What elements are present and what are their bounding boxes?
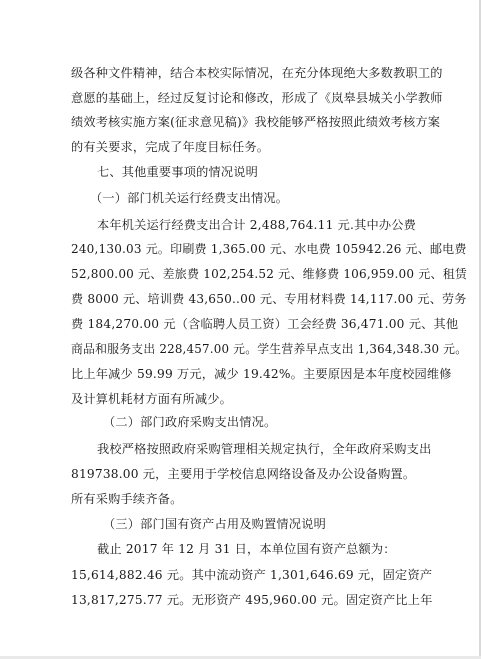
body-text-line: 意愿的基础上，经过反复讨论和修改，形成了《岚皋县城关小学教师	[71, 91, 443, 105]
section-heading: 七、其他重要事项的情况说明	[97, 165, 259, 179]
body-text-line: 级各种文件精神，结合本校实际情况，在充分体现绝大多数教职工的	[71, 66, 443, 80]
subsection-heading: （三）部门国有资产占用及购置情况说明	[103, 517, 326, 531]
body-text-line: 商品和服务支出 228,457.00 元。学生营养早点支出 1,364,348.30 元。	[71, 342, 468, 356]
body-text-line: 所有采购手续齐备。	[71, 492, 183, 506]
body-text-line: 比上年减少 59.99 万元，减少 19.42%。主要原因是本年度校园维修	[71, 367, 452, 381]
body-text-line: 及计算机耗材方面有所减少。	[71, 392, 233, 406]
body-text-line: 13,817,275.77 元。无形资产 495,960.00 元。固定资产比上年	[71, 593, 433, 607]
body-text-line: 的有关要求，完成了年度目标任务。	[71, 140, 270, 154]
body-text-line: 15,614,882.46 元。其中流动资产 1,301,646.69 元，固定资产	[71, 568, 433, 582]
body-text-line: 费 184,270.00 元（含临聘人员工资）工会经费 36,471.00 元、其他	[71, 317, 459, 331]
subsection-heading: （一）部门机关运行经费支出情况。	[90, 191, 289, 205]
subsection-heading: （二）部门政府采购支出情况。	[103, 415, 277, 429]
body-text-line: 本年机关运行经费支出合计 2,488,764.11 元.其中办公费	[97, 218, 417, 232]
body-text-line: 截止 2017 年 12 月 31 日，本单位国有资产总额为：	[97, 542, 396, 556]
body-text-line: 52,800.00 元、差旅费 102,254.52 元、维修费 106,959.00 元、租赁	[71, 267, 468, 281]
body-text-line: 费 8000 元、培训费 43,650..00 元、专用材料费 14,117.00 元、劳务	[71, 292, 467, 306]
body-text-line: 绩效考核实施方案(征求意见稿)》我校能够严格按照此绩效考核方案	[71, 115, 441, 129]
body-text-line: 240,130.03 元。印刷费 1,365.00 元、水电费 105942.26 元、邮电费	[71, 242, 467, 256]
body-text-line: 我校严格按照政府采购管理相关规定执行，全年政府采购支出	[97, 442, 432, 456]
body-text-line: 819738.00 元，主要用于学校信息网络设备及办公设备购置。	[71, 467, 416, 481]
